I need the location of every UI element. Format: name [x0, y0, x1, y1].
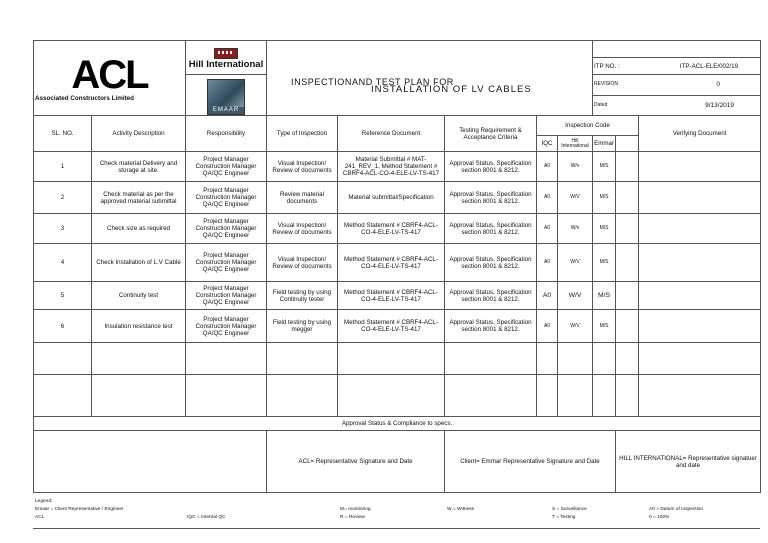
table-row [34, 152, 761, 182]
consultant-name: Hill International [188, 58, 264, 70]
itp-value: ITP-ACL-ELE/002/19 [639, 58, 761, 75]
legend-monitoring: M= monitoring [340, 507, 371, 512]
cell-activity: Check Installation of L.V Cable [92, 244, 186, 282]
legend-datum: A0 = Datum of Inspection [649, 507, 703, 512]
table-row [34, 310, 761, 343]
cell-testing: Approval Status, Specification section 8001 & 8212. [445, 214, 537, 244]
cell-iqc: A0 [537, 310, 558, 343]
table-row [34, 182, 761, 214]
table-row-empty [34, 343, 761, 375]
cell-reference: Method Statement # CBRF4-ACL-CO-4-ELE-LV-TS-417 [338, 244, 445, 282]
title-block [267, 58, 593, 116]
legend [35, 498, 760, 528]
cell-iqc: A0 [537, 282, 558, 310]
cell-hill: W/V [558, 310, 593, 343]
col-hill: Hill International [558, 136, 593, 152]
col-verifying: Verifying Document [639, 116, 761, 152]
cell-verifying [639, 182, 761, 214]
approval-note: Approval Status & Compliance to specs. [34, 417, 761, 431]
cell-testing: Approval Status, Specification section 8001 & 8212. [445, 244, 537, 282]
legend-title: Legend: [35, 499, 53, 504]
hill-building-icon [214, 48, 238, 59]
hill-signature-box: HILL INTERNATIONAL= Representative signatuer and date [616, 431, 761, 493]
legend-emaar: Emaar = Client Representative / Engineer [35, 507, 124, 512]
cell-reference: Material submittal/Specification [338, 182, 445, 214]
cell-sl: 4 [34, 244, 92, 282]
cell-hill: W/v [558, 152, 593, 182]
cell-activity: Continuity test [92, 282, 186, 310]
cell-type: Visual Inspection/ Review of documents [267, 152, 338, 182]
table-row [34, 244, 761, 282]
cell-reference: Material Submittal # MAT-241_REV_1, Method Statement # CBRF4-ACL-CO-4-ELE-LV-TS-417 [338, 152, 445, 182]
emaar-logo: EMAAR [207, 79, 245, 115]
cell-responsibility: Project Manager Construction Manager QA/QC Engineer [186, 310, 267, 343]
revision-value: 0 [716, 81, 721, 89]
cell-hill: W/V [558, 244, 593, 282]
cell-verifying [639, 152, 761, 182]
cell-type: Visual Inspection/ Review of documents [267, 244, 338, 282]
cell-iqc: A0 [537, 214, 558, 244]
client-signature-box: Client= Emmar Representative Signature and Date [445, 431, 616, 493]
legend-iqc: IQC = Internal QC [187, 515, 226, 520]
cell-responsibility: Project Manager Construction Manager QA/QC Engineer [186, 282, 267, 310]
cell-sl: 6 [34, 310, 92, 343]
cell-verifying [639, 244, 761, 282]
cell-activity: Check material as per the approved material submittal [92, 182, 186, 214]
itp-label: ITP NO. : [593, 58, 639, 75]
cell-testing: Approval Status, Specification section 8001 & 8212. [445, 152, 537, 182]
legend-testing: T = Testing [552, 515, 576, 520]
table-row [34, 282, 761, 310]
legend-witness: W = Witness [447, 507, 475, 512]
cell-emmar: M/S [593, 282, 616, 310]
col-activity: Activity Description [92, 116, 186, 152]
cell-activity: Insulation resistance test [92, 310, 186, 343]
cell-type: Visual Inspection/ Review of documents [267, 214, 338, 244]
col-responsibility: Responsibility [186, 116, 267, 152]
cell-type: Field testing by using Continuity tester [267, 282, 338, 310]
cell-sl: 2 [34, 182, 92, 214]
cell-testing: Approval Status, Specification section 8001 & 8212. [445, 310, 537, 343]
cell-hill: W/V [558, 182, 593, 214]
cell-sl: 3 [34, 214, 92, 244]
cell-reference: Method Statement # CBRF4-ACL-CO-4-ELE-LV-TS-417 [338, 282, 445, 310]
cell-emmar: M/S [593, 214, 616, 244]
hill-logo-cell [186, 41, 267, 75]
col-testing: Testing Requirement & Acceptance Criteria [445, 116, 537, 152]
legend-percent: 0 = 100% [649, 515, 670, 520]
cell-type: Field testing by using megger [267, 310, 338, 343]
cell-verifying [639, 214, 761, 244]
cell-responsibility: Project Manager Construction Manager QA/QC Engineer [186, 214, 267, 244]
cell-hill: W/v [558, 214, 593, 244]
cell-iqc: A0 [537, 244, 558, 282]
cell-reference: Method Statement # CBRF4-ACL-CO-4-ELE-LV-TS-417 [338, 214, 445, 244]
legend-review: R = Review [340, 515, 365, 520]
company-name: Associated Constructors Limited [35, 94, 135, 102]
cell-responsibility: Project Manager Construction Manager QA/QC Engineer [186, 182, 267, 214]
emaar-logo-cell [186, 75, 267, 116]
cell-sl: 5 [34, 282, 92, 310]
title-line-1: INSPECTIONAND TEST PLAN FOR [291, 77, 454, 88]
col-inspection-code: Inspection Code [537, 116, 639, 136]
col-type: Type of Inspection [267, 116, 338, 152]
col-sl-no: SL. NO. [34, 116, 92, 152]
cell-activity: Check material Delivery and storage at site. [92, 152, 186, 182]
cell-testing: Approval Status, Specification section 8001 & 8212. [445, 182, 537, 214]
dated-label: Dated [594, 101, 608, 108]
acl-logo: ACL [71, 52, 148, 97]
cell-reference: Method Statement # CBRF4-ACL-CO-4-ELE-LV-TS-417 [338, 310, 445, 343]
col-emmar: Emmar [593, 136, 616, 152]
cell-emmar: M/S [593, 182, 616, 214]
cell-iqc: A0 [537, 182, 558, 214]
legend-surveillance: S = Surveillance [552, 507, 587, 512]
table-row-empty [34, 375, 761, 417]
cell-type: Review material documents [267, 182, 338, 214]
cell-sl: 1 [34, 152, 92, 182]
legend-acl: ACL [35, 515, 45, 520]
cell-testing: Approval Status, Specification section 8001 & 8212. [445, 282, 537, 310]
cell-responsibility: Project Manager Construction Manager QA/QC Engineer [186, 244, 267, 282]
revision-label: REVISION [594, 81, 618, 88]
acl-signature-box: ACL= Representative Signature and Date [267, 431, 445, 493]
dated-value: 9/13/2019 [705, 101, 735, 109]
cell-iqc: A0 [537, 152, 558, 182]
cell-emmar: M/S [593, 244, 616, 282]
cell-verifying [639, 282, 761, 310]
col-iqc: IQC [537, 136, 558, 152]
cell-emmar: M/S [593, 310, 616, 343]
title-line-2: INSTALLATION OF LV CABLES [371, 84, 532, 96]
cell-activity: Check size as required [92, 214, 186, 244]
cell-verifying [639, 310, 761, 343]
cell-emmar: M/S [593, 152, 616, 182]
itp-table [33, 40, 761, 493]
cell-responsibility: Project Manager Construction Manager QA/QC Engineer [186, 152, 267, 182]
table-row [34, 214, 761, 244]
bottom-rule [33, 528, 760, 529]
col-reference: Reference Document [338, 116, 445, 152]
acl-logo-cell [34, 41, 186, 116]
cell-hill: W/V [558, 282, 593, 310]
